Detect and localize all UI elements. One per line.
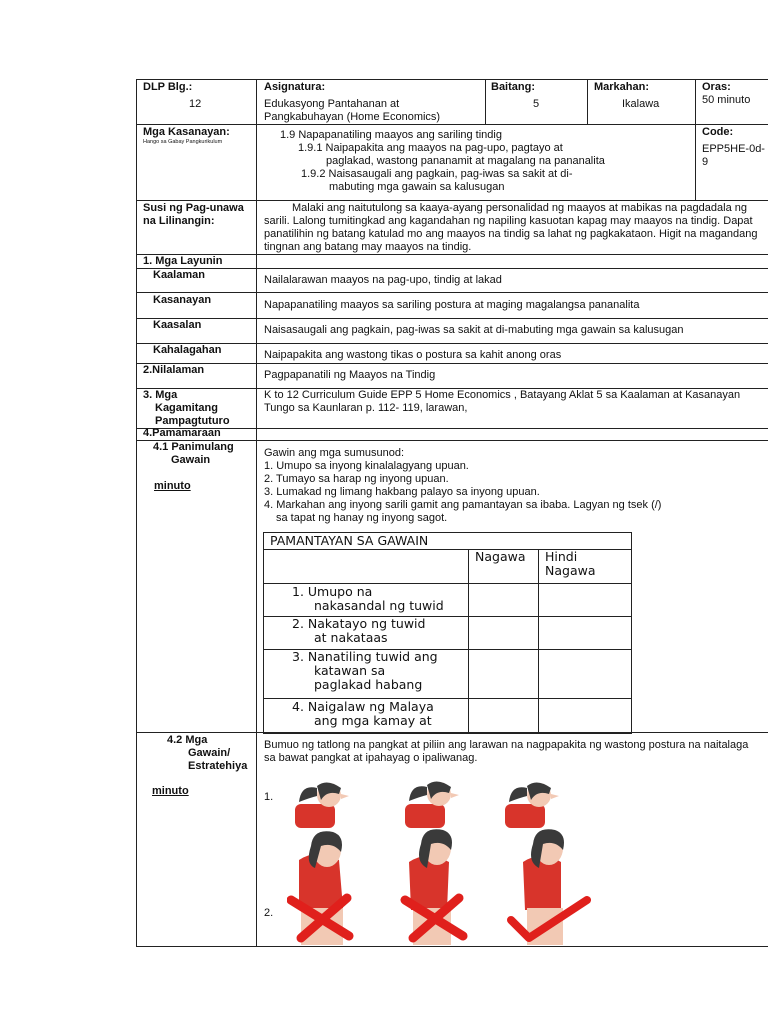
panimulang-label: 4.1 Panimulang <box>153 441 234 453</box>
oras-label: Oras: <box>702 81 731 93</box>
instruction-line: Gawin ang mga sumusunod: <box>264 447 405 459</box>
code-value: EPP5HE-0d- <box>702 143 765 155</box>
dlp-value: 12 <box>189 98 202 110</box>
markahan-label: Markahan: <box>594 81 650 93</box>
kaalaman-label: Kaalaman <box>153 269 205 281</box>
code-label: Code: <box>702 126 734 138</box>
picture-number: 2. <box>264 907 274 919</box>
activity-instruction: Bumuo ng tatlong na pangkat at piliin ang larawan na nagpapakita ng wastong postura na naitalaga <box>264 739 749 751</box>
kasanayan-line: paglakad, wastong pananamit at magalang na pananalita <box>326 155 605 167</box>
row-divider <box>137 268 768 269</box>
activity-instruction: sa bawat pangkat at ipahayag o ipaliwanag. <box>264 752 478 764</box>
row-divider <box>137 363 768 364</box>
kasanayan-obj-label: Kasanayan <box>153 294 212 306</box>
kasanayan-line: 1.9.2 Naisasaugali ang pagkain, pag-iwas sa sakit at di- <box>301 168 573 180</box>
row-divider <box>137 124 768 125</box>
row-divider <box>137 318 768 319</box>
column-divider <box>485 80 486 124</box>
asignatura-value: Pangkabuhayan (Home Economics) <box>264 111 441 123</box>
layunin-label: 1. Mga Layunin <box>143 255 223 267</box>
rubric-criterion: at nakataas <box>314 630 388 645</box>
standing-posture-picture <box>287 828 622 945</box>
sitting-posture-picture <box>287 780 617 828</box>
susi-label: na Lilinangin: <box>143 215 215 227</box>
rubric-criterion: 4. Naigalaw ng Malaya <box>292 699 434 714</box>
kagamitan-label: 3. Mga <box>143 389 178 401</box>
kagamitan-label: Kagamitang <box>155 402 218 414</box>
panimulang-label: Gawain <box>171 454 211 466</box>
row-divider <box>137 200 768 201</box>
instruction-line: 2. Tumayo sa harap ng inyong upuan. <box>264 473 449 485</box>
asignatura-value: Edukasyong Pantahanan at <box>264 98 400 110</box>
rubric-criterion: paglakad habang <box>314 677 423 692</box>
instruction-line: 3. Lumakad ng limang hakbang palayo sa inyong upuan. <box>264 486 540 498</box>
gawain-label: Gawain/ <box>188 747 231 759</box>
kaasalan-text: Naisasaugali ang pagkain, pag-iwas sa sakit at di-mabuting mga gawain sa kalusugan <box>264 324 684 336</box>
susi-text: sarili. Lalong tumitingkad ang kagandahan ng napiling kasuotan kapag may maayos na tindig. Dapat <box>264 215 753 227</box>
susi-text: Malaki ang naitutulong sa kaaya-ayang personalidad ng maayos at mabikas na pagdadala ng <box>292 202 747 214</box>
kaasalan-label: Kaasalan <box>153 319 202 331</box>
pamamaraan-label: 4.Pamamaraan <box>143 427 221 439</box>
kagamitan-text: Tungo sa Kaunlaran p. 112- 119, larawan, <box>264 402 468 414</box>
markahan-value: Ikalawa <box>622 98 660 110</box>
kasanayan-obj-text: Napapanatiling maayos sa sariling postura at maging magalangsa pananalita <box>264 299 640 311</box>
minuto-label: minuto <box>154 480 191 492</box>
row-divider <box>137 292 768 293</box>
kahalagahan-label: Kahalagahan <box>153 344 222 356</box>
susi-text: tingnan ang batang may maayos na tindig. <box>264 241 472 253</box>
kagamitan-text: K to 12 Curriculum Guide EPP 5 Home Economics , Batayang Aklat 5 sa Kaalaman at Kasanayan <box>264 389 741 401</box>
rubric-criterion: katawan sa <box>314 663 386 678</box>
rubric-criterion: 1. Umupo na <box>292 584 373 599</box>
column-divider <box>256 80 257 946</box>
kasanayan-line: 1.9 Napapanatiling maayos ang sariling tindig <box>280 129 502 141</box>
instruction-line: sa tapat ng hanay ng inyong sagot. <box>276 512 448 524</box>
rubric-criterion: nakasandal ng tuwid <box>314 598 444 613</box>
row-divider <box>137 343 768 344</box>
code-value: 9 <box>702 156 709 168</box>
picture-number: 1. <box>264 791 274 803</box>
instruction-line: 4. Markahan ang inyong sarili gamit ang pamantayan sa ibaba. Lagyan ng tsek (/) <box>264 499 662 511</box>
rubric-table <box>263 532 632 734</box>
gawain-label: 4.2 Mga <box>167 734 208 746</box>
rubric-col-nagawa: Nagawa <box>475 549 526 564</box>
minuto-label: minuto <box>152 785 189 797</box>
row-divider <box>137 254 768 255</box>
column-divider <box>587 80 588 124</box>
column-divider <box>695 80 696 200</box>
kasanayan-line: 1.9.1 Naipapakita ang maayos na pag-upo, pagtayo at <box>298 142 563 154</box>
asignatura-label: Asignatura: <box>264 81 326 93</box>
row-divider <box>137 428 768 429</box>
oras-value: 50 minuto <box>702 94 751 106</box>
instruction-line: 1. Umupo sa inyong kinalalagyang upuan. <box>264 460 469 472</box>
rubric-criterion: 2. Nakatayo ng tuwid <box>292 617 426 631</box>
baitang-value: 5 <box>533 98 540 110</box>
kasanayan-sublabel: Hango sa Gabay Pangkurikulum <box>143 139 223 145</box>
susi-label: Susi ng Pag-unawa <box>143 202 244 214</box>
nilalaman-label: 2.Nilalaman <box>143 364 205 376</box>
rubric-col-hindi: Hindi <box>545 549 578 564</box>
rubric-criterion: ang mga kamay at <box>314 713 432 728</box>
kasanayan-label: Mga Kasanayan: <box>143 126 230 138</box>
gawain-label: Estratehiya <box>188 760 248 772</box>
nilalaman-text: Pagpapanatili ng Maayos na Tindig <box>264 369 436 381</box>
rubric-col-hindi: Nagawa <box>545 563 596 578</box>
kagamitan-label: Pampagtuturo <box>155 415 230 427</box>
susi-text: panatilihin ng batang katulad mo ang maayos na tindig sa lahat ng pagkakataon. Higit na magandang <box>264 228 758 240</box>
kahalagahan-text: Naipapakita ang wastong tikas o postura sa kahit anong oras <box>264 349 562 361</box>
lesson-plan-table <box>136 79 768 947</box>
rubric-criterion: 3. Nanatiling tuwid ang <box>292 650 438 664</box>
kaalaman-text: Nailalarawan maayos na pag-upo, tindig at lakad <box>264 274 502 286</box>
dlp-label: DLP Blg.: <box>143 81 193 93</box>
baitang-label: Baitang: <box>491 81 535 93</box>
rubric-title: PAMANTAYAN SA GAWAIN <box>270 533 429 548</box>
kasanayan-line: mabuting mga gawain sa kalusugan <box>329 181 505 193</box>
